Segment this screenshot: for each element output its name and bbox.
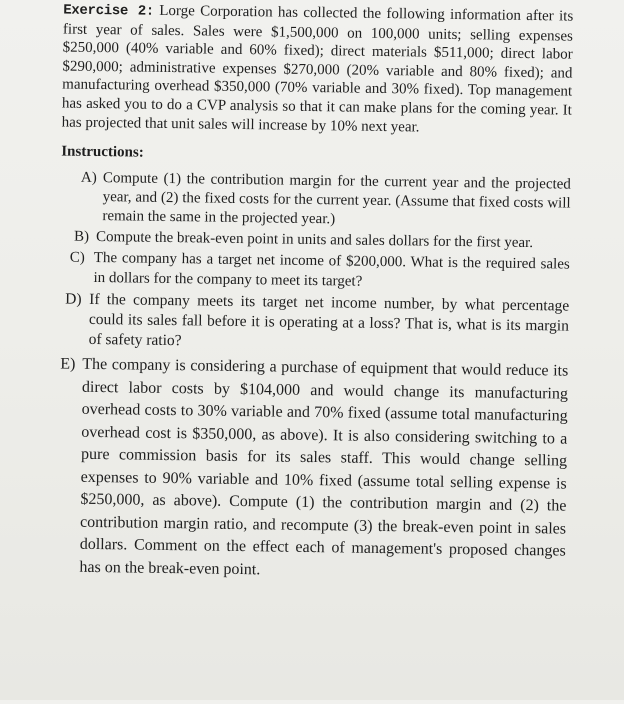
exercise-label: Exercise 2: <box>63 2 155 20</box>
instruction-item-c <box>69 249 569 295</box>
instruction-text: The company has a target net income of $200,000. What is the required sales in dollars for the company to meet its target? <box>93 250 570 290</box>
instruction-letter: C) <box>69 249 85 266</box>
instruction-text: If the company meets its target net income number, by what percentage could its sales fall before it is operating at a loss? That is, what is its margin of safety ratio? <box>88 291 570 350</box>
instruction-letter: D) <box>65 290 82 308</box>
instruction-text: Compute (1) the contribution margin for the current year and the projected year, and (2) the fixed costs for the current year. (Assume that fixed costs will remain the same in the projected year.) <box>102 170 571 228</box>
instruction-item-d <box>65 290 570 357</box>
instruction-text: The company is considering a purchase of equipment that would reduce its direct labor costs by $104,000 and would change its manufacturing overhead costs to 30% variable and 70% fixed (assume total manufacturing overhead cost is $350,000, as above). It is also considering switching to a pure commission basis for its sales staff. This would change selling expenses to 90% variable and 10% fixed (assume total selling expense is $250,000, as above). Compute (1) the contribution margin and (2) the contribution margin ratio, and recompute (3) the break-even point in sales dollars. Comment on the effect each of management's proposed changes has on the break-even point. <box>79 355 569 578</box>
instruction-letter: E) <box>60 355 76 373</box>
instruction-text: Compute the break-even point in units and sales dollars for the first year. <box>95 229 534 252</box>
exercise-text: Lorge Corporation has collected the following information after its first year of sales. Sales were $1,500,000 on 100,000 units; selling expenses $250,000 (40% variable and 60% fixed); direct materials $511,000; direct labor $290,000; administrative expenses $270,000 (20% variable and 80% fixed); and manufacturing overhead $350,000 (70% variable and 30% fixed). Top management has asked you to do a CVP analysis so that it can make plans for the coming year. It has projected that unit sales will increase by 10% next year. <box>61 2 574 136</box>
instruction-letter: A) <box>80 169 97 187</box>
instruction-item-a <box>80 169 571 233</box>
instructions-heading: Instructions: <box>61 143 144 161</box>
instruction-item-e <box>57 354 568 586</box>
instruction-letter: B) <box>73 228 90 246</box>
exercise-paragraph <box>62 1 574 139</box>
